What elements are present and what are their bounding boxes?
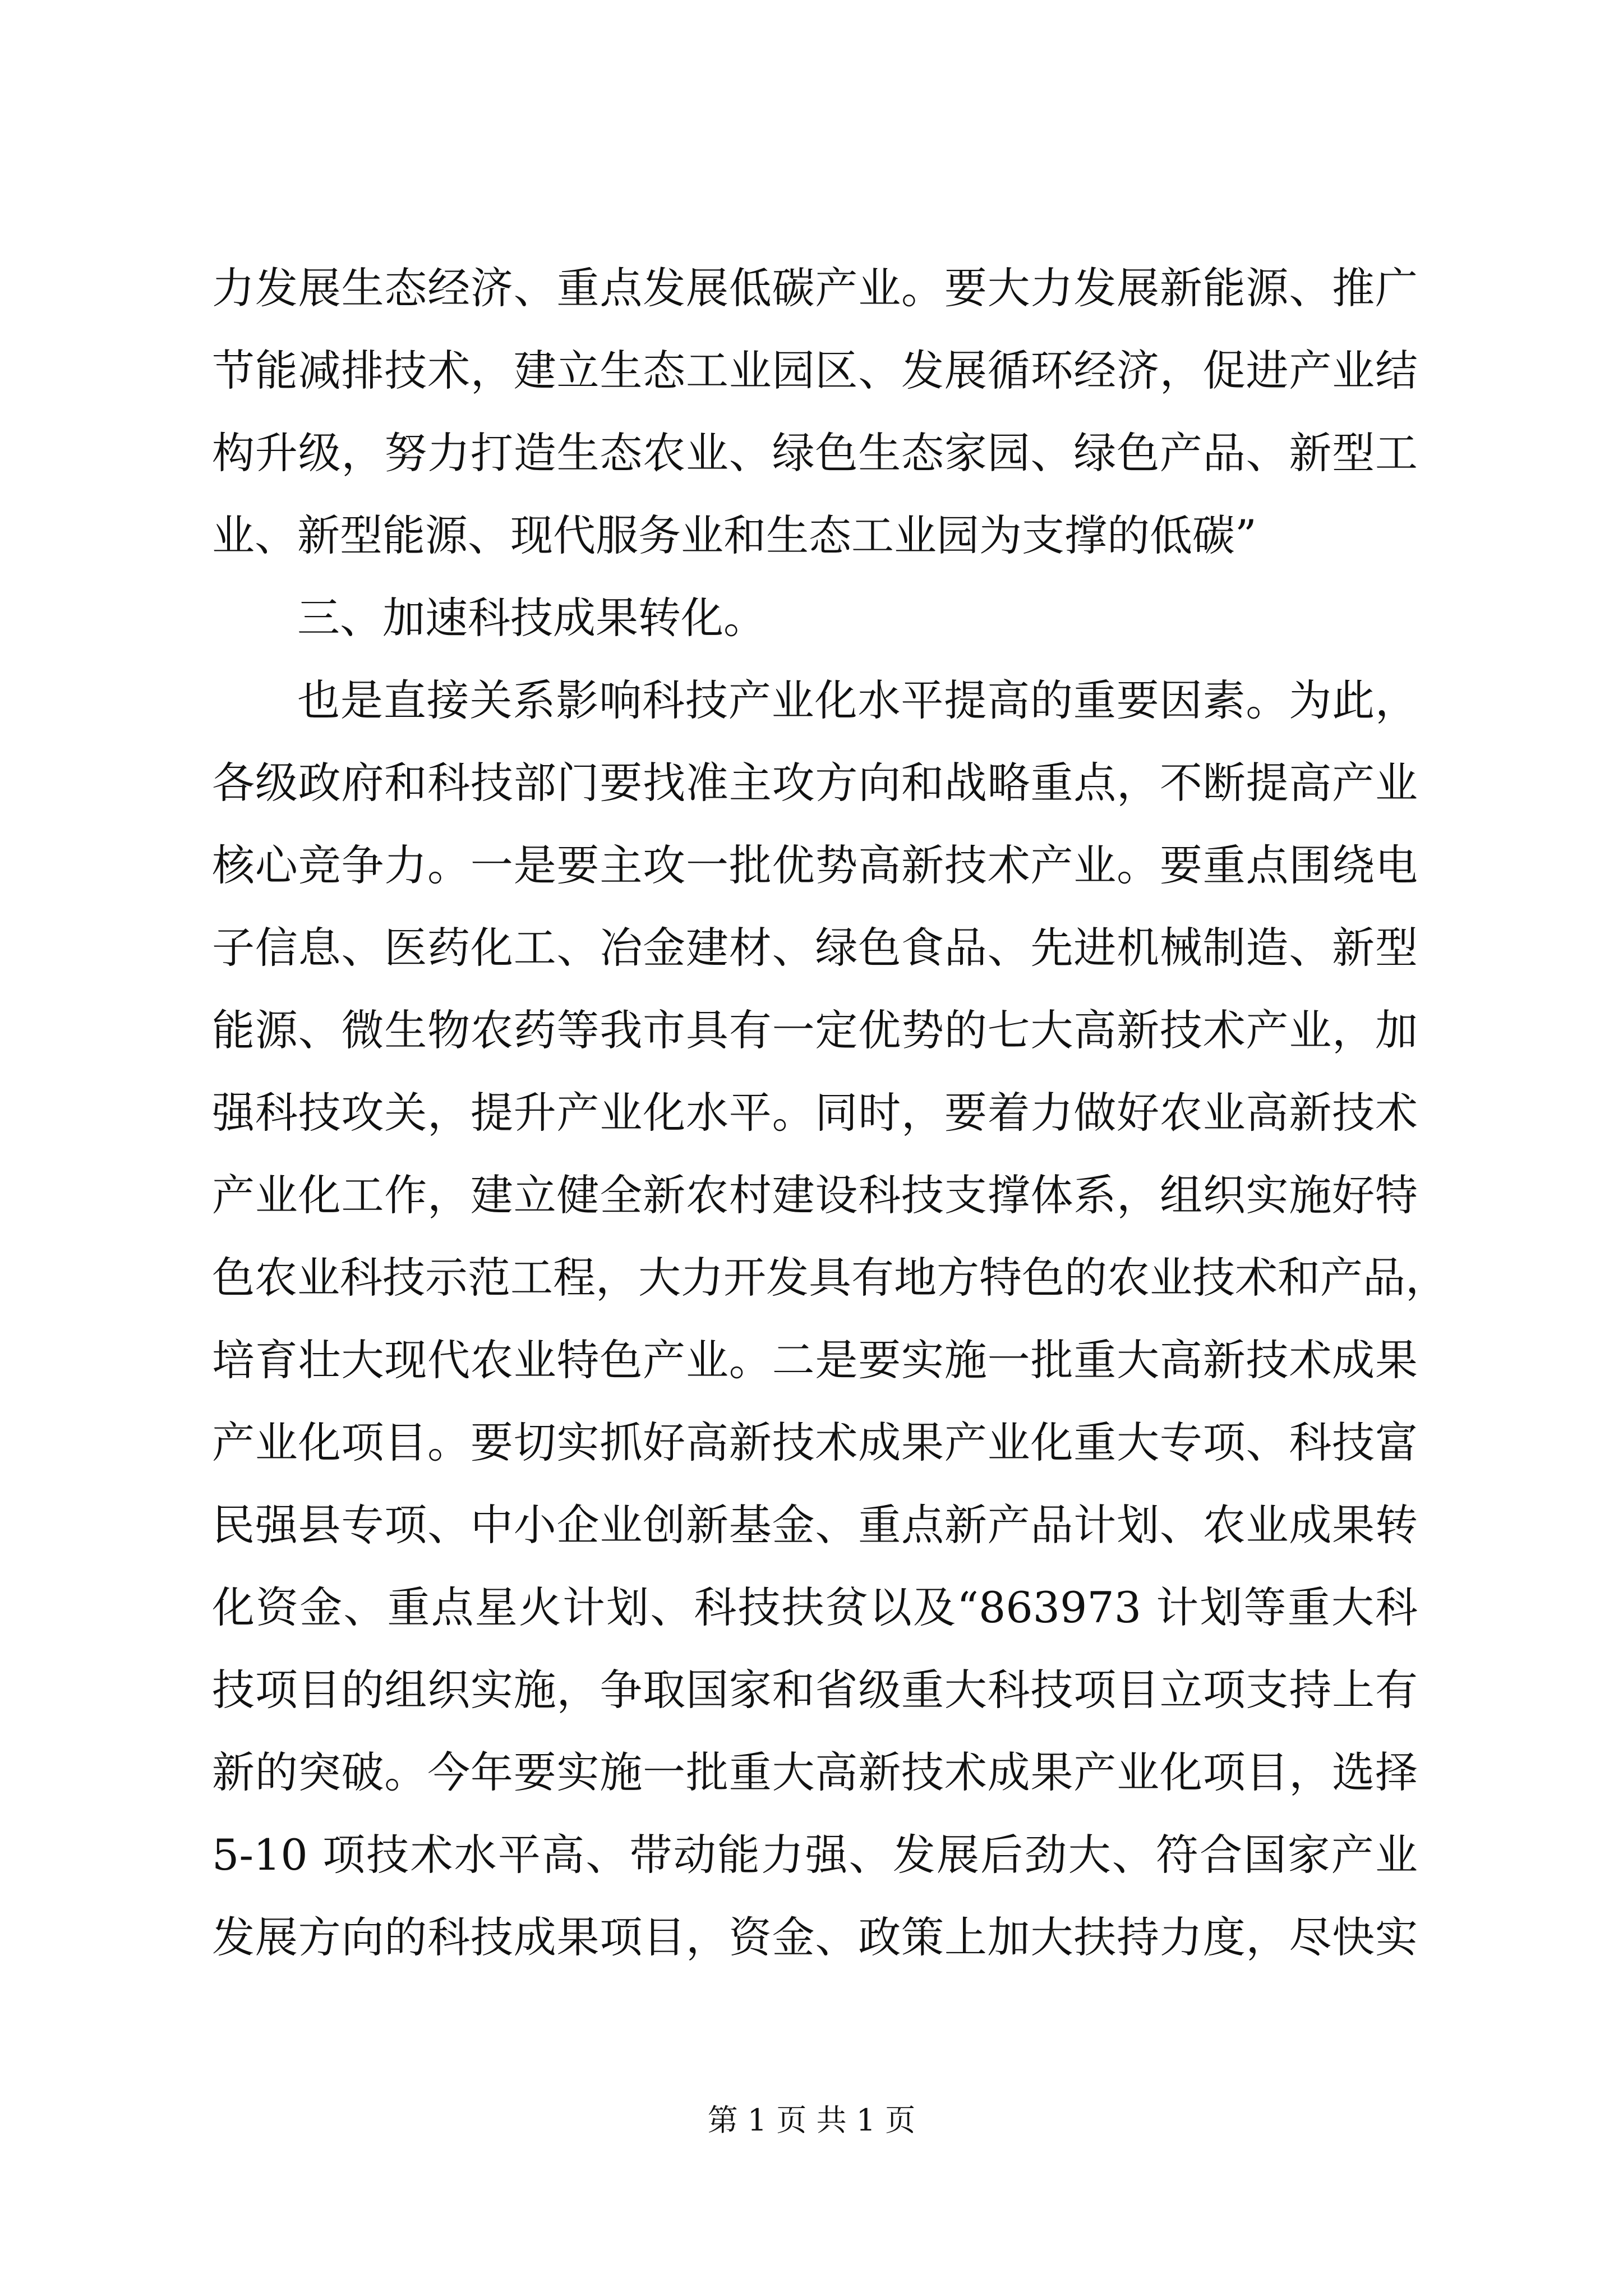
text-line: 也是直接关系影响科技产业化水平提高的重要因素。为此， bbox=[297, 675, 1418, 725]
text-line: 培育壮大现代农业特色产业。二是要实施一批重大高新技术成果 bbox=[212, 1335, 1418, 1385]
text-line: 色农业科技示范工程，大力开发具有地方特色的农业技术和产品， bbox=[212, 1253, 1448, 1303]
document-body bbox=[212, 247, 1448, 1978]
text-line: 构升级，努力打造生态农业、绿色生态家园、绿色产品、新型工 bbox=[212, 428, 1418, 478]
text-line: 民强县专项、中小企业创新基金、重点新产品计划、农业成果转 bbox=[212, 1500, 1418, 1550]
text-line: 核心竞争力。一是要主攻一批优势高新技术产业。要重点围绕电 bbox=[212, 840, 1418, 890]
text-line: 各级政府和科技部门要找准主攻方向和战略重点，不断提高产业 bbox=[212, 758, 1418, 808]
page-number-label: 第 1 页 共 1 页 bbox=[707, 2102, 916, 2138]
text-line: 能源、微生物农药等我市具有一定优势的七大高新技术产业，加 bbox=[212, 1005, 1418, 1055]
section-heading: 三、加速科技成果转化。 bbox=[297, 593, 766, 643]
text-line: 力发展生态经济、重点发展低碳产业。要大力发展新能源、推广 bbox=[212, 263, 1418, 313]
text-line: 子信息、医药化工、冶金建材、绿色食品、先进机械制造、新型 bbox=[212, 923, 1418, 973]
page-footer bbox=[0, 2101, 1623, 2140]
text-line: 节能减排技术，建立生态工业园区、发展循环经济，促进产业结 bbox=[212, 346, 1418, 395]
text-line: 新的突破。今年要实施一批重大高新技术成果产业化项目，选择 bbox=[212, 1747, 1418, 1797]
text-line: 发展方向的科技成果项目，资金、政策上加大扶持力度，尽快实 bbox=[212, 1912, 1418, 1962]
text-line: 业、新型能源、现代服务业和生态工业园为支撑的低碳” bbox=[212, 510, 1257, 560]
text-line: 产业化工作，建立健全新农村建设科技支撑体系，组织实施好特 bbox=[212, 1170, 1418, 1220]
text-line: 产业化项目。要切实抓好高新技术成果产业化重大专项、科技富 bbox=[212, 1418, 1418, 1467]
text-line: 5-10 项技术水平高、带动能力强、发展后劲大、符合国家产业 bbox=[212, 1830, 1418, 1880]
text-line: 技项目的组织实施，争取国家和省级重大科技项目立项支持上有 bbox=[212, 1665, 1418, 1715]
text-line: 强科技攻关，提升产业化水平。同时，要着力做好农业高新技术 bbox=[212, 1088, 1418, 1138]
text-line: 化资金、重点星火计划、科技扶贫以及“863973 计划等重大科 bbox=[212, 1582, 1418, 1632]
